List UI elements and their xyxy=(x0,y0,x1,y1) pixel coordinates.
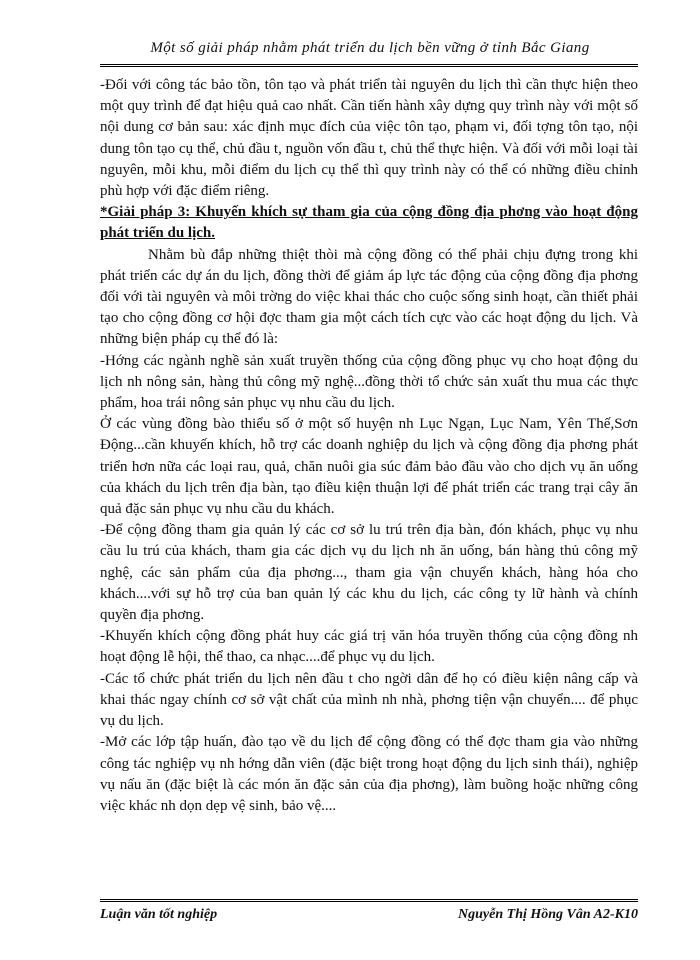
paragraph-investment: -Các tổ chức phát triển du lịch nên đầu t cho ngời dân để họ có điều kiện nâng cấp và khai thác ngay chính cơ sở vật chất của mình nh nhà, phơng tiện vận chuyển.... để phục vụ du lịch. xyxy=(100,670,638,730)
section-heading-solution-3: *Giải pháp 3: Khuyến khích sự tham gia của cộng đồng địa phơng vào hoạt động phát triển du lịch. xyxy=(100,204,638,242)
paragraph-culture: -Khuyến khích cộng đồng phát huy các giá trị văn hóa truyền thống của cộng đồng nh hoạt động lễ hội, thể thao, ca nhạc....để phục vụ du lịch. xyxy=(100,628,638,666)
footer-thesis-label: Luận văn tốt nghiệp xyxy=(100,907,218,922)
paragraph-accommodation: -Để cộng đồng tham gia quản lý các cơ sở lu trú trên địa bàn, đón khách, phục vụ nhu cầu lu trú của khách, tham gia các dịch vụ du lịch nh ăn uống, bán hàng thủ công mỹ nghệ, các sản phẩm của địa phơng..., tham gia vận chuyển khách, hàng hóa cho khách....với sự hỗ trợ của ban quản lý các khu du lịch, các công ty lữ hành và chính quyền địa phơng. xyxy=(100,522,638,624)
footer-author: Nguyễn Thị Hồng Vân A2-K10 xyxy=(458,907,638,922)
header-divider xyxy=(100,64,638,67)
paragraph-ethnic-areas: Ở các vùng đồng bào thiểu số ở một số huyện nh Lục Ngạn, Lục Nam, Yên Thế,Sơn Động...cần khuyến khích, hỗ trợ các doanh nghiệp du lịch và cộng đồng địa phơng phát triển hơn nữa các loại rau, quả, chăn nuôi gia súc đảm bảo đầu vào cho dịch vụ ăn uống của khách du lịch trên địa bàn, tạo điều kiện thuận lợi để phát triển các trang trại cây ăn quả đặc sản phục vụ nhu cầu du khách. xyxy=(100,416,638,518)
document-body xyxy=(100,75,638,817)
paragraph-intro: Nhằm bù đắp những thiệt thòi mà cộng đồng có thể phải chịu đựng trong khi phát triển các dự án du lịch, đồng thời để giảm áp lực tác động của cộng đồng địa phơng đối với tài nguyên và môi trờng do việc khai thác cho cuộc sống sinh hoạt, cần thiết phải tạo cho cộng đồng cơ hội đợc tham gia một cách tích cực vào các hoạt động du lịch. Và những biện pháp cụ thể đó là: xyxy=(100,246,638,348)
paragraph-traditional-crafts: -Hớng các ngành nghề sản xuất truyền thống của cộng đồng phục vụ cho hoạt động du lịch nh nông sản, hàng thủ công mỹ nghệ...đồng thời tổ chức sản xuất thu mua các thực phẩm, hoa trái nông sản phục vụ nhu cầu du lịch. xyxy=(100,352,638,412)
paragraph-conservation: -Đối với công tác bảo tồn, tôn tạo và phát triển tài nguyên du lịch thì cần thực hiện theo một quy trình để đạt hiệu quả cao nhất. Cần tiến hành xây dựng quy trình này với một số nội dung cơ bản sau: xác định mục đích của việc tôn tạo, phạm vi, đối tợng tôn tạo, nội dung tôn tạo cụ thể, chủ đầu t, nguồn vốn đầu t, chủ thể thực hiện. Và đối với mỗi loại tài nguyên, mỗi khu, mỗi điểm du lịch cụ thể thì quy trình này có thể có những điều chỉnh phù hợp với đặc điểm riêng. xyxy=(100,77,638,200)
running-header: Một số giải pháp nhằm phát triển du lịch bền vững ở tỉnh Bắc Giang xyxy=(150,40,590,56)
paragraph-training: -Mở các lớp tập huấn, đào tạo về du lịch để cộng đồng có thể đợc tham gia vào những công tác nghiệp vụ nh hớng dẫn viên (đặc biệt trong hoạt động du lịch sinh thái), nghiệp vụ nấu ăn (đặc biệt là các món ăn đặc sản của địa phơng), làm buồng hoặc những công việc khác nh dọn dẹp vệ sinh, bảo vệ.... xyxy=(100,734,638,814)
footer-divider xyxy=(100,899,638,902)
